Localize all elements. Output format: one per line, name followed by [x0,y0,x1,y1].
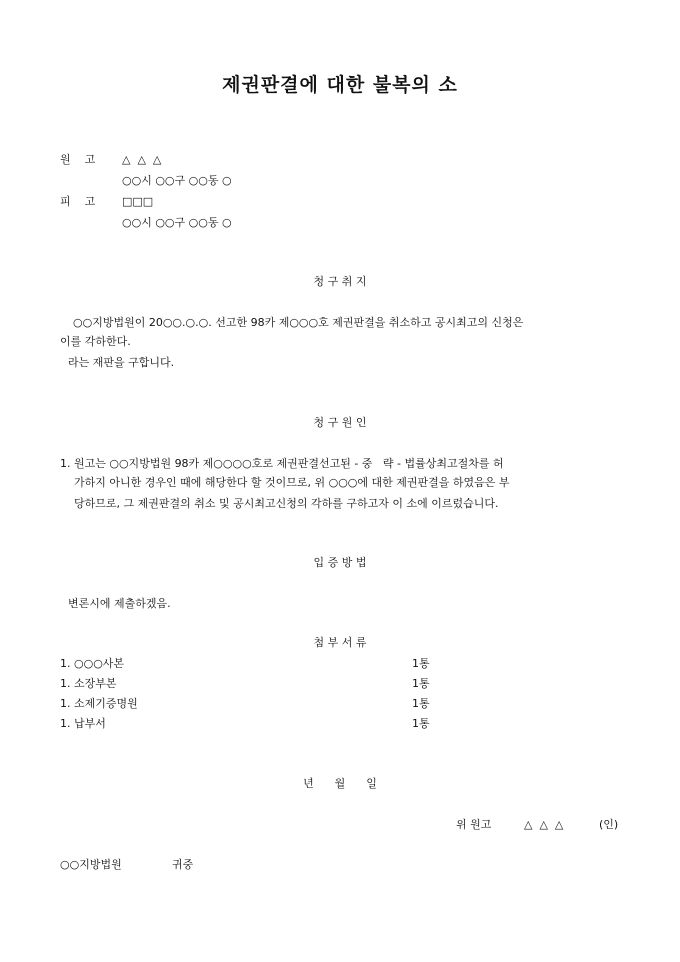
signature-name: △ △ △ [524,818,564,831]
attachment-item-qty: 1통 [412,677,430,690]
attachment-item-name: 1. 납부서 [60,717,106,730]
claim-cause-heading: 청 구 원 인 [313,416,367,429]
evidence-heading: 입 증 방 법 [313,556,367,569]
signature-label: 위 원고 [456,818,492,831]
claim-purpose-line1: ○○지방법원이 20○○.○.○. 선고한 98카 제○○○호 제권판결을 취소하고 공시최고의 신청은 [73,316,524,329]
claim-purpose-line2: 이를 각하한다. [60,335,131,348]
defendant-label: 피 고 [60,195,96,208]
defendant-name: □□□ [122,195,154,208]
attachment-item-name: 1. ○○○사본 [60,657,125,670]
attachment-item-name: 1. 소장부본 [60,677,117,690]
claim-purpose-heading: 청 구 취 지 [313,275,367,288]
court-suffix: 귀중 [172,858,194,871]
court-name: ○○지방법원 [60,858,122,871]
attachment-item-qty: 1통 [412,717,430,730]
plaintiff-label: 원 고 [60,153,96,166]
evidence-text: 변론시에 제출하겠음. [68,597,171,610]
plaintiff-address: ○○시 ○○구 ○○동 ○ [122,174,232,187]
document-title: 제권판결에 대한 불복의 소 [222,74,458,96]
plaintiff-name: △ △ △ [122,153,162,166]
signature-seal: (인) [599,818,619,831]
claim-cause-line1: 1. 원고는 ○○지방법원 98카 제○○○○호로 제권판결선고된 - 중 략 - 법률상최고절차를 허 [60,457,504,470]
claim-purpose-line3: 라는 재판을 구합니다. [68,356,175,369]
attachments-heading: 첨 부 서 류 [313,636,367,649]
claim-cause-line3: 당하므로, 그 제권판결의 취소 및 공시최고신청의 각하를 구하고자 이 소에 이르렀습니다. [74,497,499,510]
attachment-item-name: 1. 소제기증명원 [60,697,138,710]
date-line: 년 월 일 [303,777,377,790]
defendant-address: ○○시 ○○구 ○○동 ○ [122,216,232,229]
attachment-item-qty: 1통 [412,697,430,710]
attachment-item-qty: 1통 [412,657,430,670]
claim-cause-line2: 가하지 아니한 경우인 때에 해당한다 할 것이므로, 위 ○○○에 대한 제권판결을 하였음은 부 [74,476,510,489]
